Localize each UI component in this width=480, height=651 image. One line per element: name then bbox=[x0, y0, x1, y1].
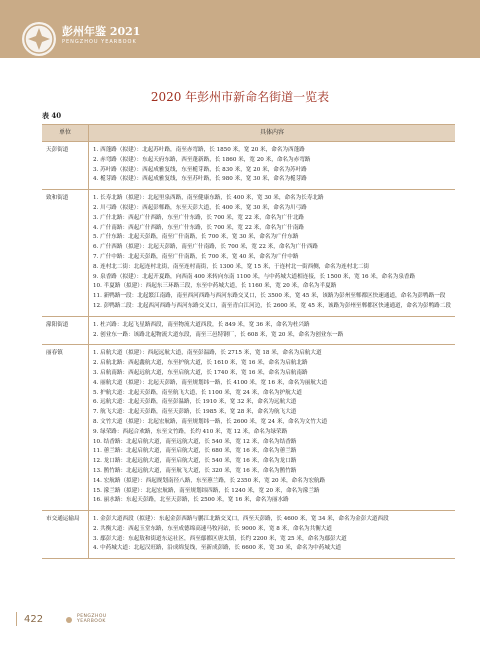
table-header-row bbox=[42, 125, 455, 142]
content-line: 16. 丽水路：东起天彭路，北至天彭路，长 2500 米，宽 16 米，命名为丽水路 bbox=[93, 497, 289, 504]
content-line: 7. 航飞大道：北起天彭路，南至天彭路，长 1985 米，宽 28 米，命名为航飞大道 bbox=[93, 409, 297, 416]
table-cell-content bbox=[89, 190, 456, 317]
content-line: 4. 中药城大道：北起汉旺路，沿成绵复线，至新成彭路，长 6600 米，宽 30 米，命名为中药城大道 bbox=[93, 545, 342, 552]
content-line: 2. 创业东一路：该路北起物流大道东段，南至三邑特钢厂，长 608 米，宽 20 米，命名为创业东一路 bbox=[93, 331, 344, 338]
content-line: 11. 新鸭路一段：北起繁江南路，南至西河西路与西河东路交叉口，长 3500 米，宽 45 米，该路为彭州至郫都区快速通道，命名为彭鸭路一段 bbox=[93, 293, 446, 300]
yearbook-seal-icon bbox=[22, 22, 56, 56]
content-line: 3. 鄢彭大道：东起敖和街道东运社区，西至鄢都区唐太镇，长约 2200 米，宽 25 米，命名为鄢彭大道 bbox=[93, 535, 347, 542]
table-cell-content bbox=[89, 511, 456, 559]
content-line: 2. 启航北路：西起鑫航大道，东至护航大道，长 1610 米，宽 16 米，命名为启航北路 bbox=[93, 360, 308, 367]
content-line: 2. 赤弯路（拟建）：东起天府东路，西至蓬新路，长 1860 米，宽 20 米，命名为赤弯路 bbox=[93, 156, 311, 163]
table-cell-content bbox=[89, 345, 456, 511]
content-line: 13. 鹊竹路：北起远航大道，南至航飞大道，长 320 米，宽 16 米，命名为鹊竹路 bbox=[93, 467, 297, 474]
content-line: 4. 栀芽路（拟建）：西起成雅复线，东至苏叶路，长 980 米，宽 30 米，命名为栀芽路 bbox=[93, 176, 307, 183]
yearbook-title: 彭州年鉴 2021 bbox=[62, 25, 141, 38]
table-body bbox=[42, 142, 455, 559]
content-line: 8. 连村北二街：北起连村北街，南至连村南街，长 1300 米，宽 15 米，于连村北一街西侧，命名为连村北二街 bbox=[93, 263, 370, 270]
content-line: 1. 长寿北路（拟建）：北起里泉西路，南至健康东路，长 400 米，宽 30 米，命名为长寿北路 bbox=[93, 195, 324, 202]
content-line: 10. 结香路：北起启航大道，南至远航大道，长 540 米，宽 12 米，命名为结香路 bbox=[93, 438, 297, 445]
content-line: 3. 广什北路：西起广什西路，东至广什东路，长 700 米，宽 22 米，命名为广什北路 bbox=[93, 214, 305, 221]
content-line: 3. 苏叶路（拟建）：西起成雅复线，东至栀芽路，长 830 米，宽 20 米，命名为苏叶路 bbox=[93, 166, 307, 173]
content-line: 6. 广什西路（拟建）：北起天彭路，南至广什南路，长 700 米，宽 22 米，命名为广什西路 bbox=[93, 244, 319, 251]
footer-brand bbox=[77, 614, 107, 624]
table-row bbox=[42, 142, 455, 190]
footer-brand-line1: PENGZHOU bbox=[77, 614, 107, 619]
table-row bbox=[42, 345, 455, 511]
footer-divider bbox=[16, 612, 17, 626]
table-label: 表 40 bbox=[42, 111, 62, 120]
content-line: 4. 广什南路：西起广什西路，东至广什东路，长 700 米，宽 22 米，命名为广什南路 bbox=[93, 224, 305, 231]
content-line: 9. 泉香路（拟建）：北起开夏路，向西南 400 米转向东南 1100 米，与中药城大道相连接，长 1500 米，宽 16 米，命名为泉香路 bbox=[93, 273, 416, 280]
content-line: 7. 广什中路：北起天彭路，南至广什南路，长 700 米，宽 40 米，命名为广什中路 bbox=[93, 253, 299, 260]
page-number: 422 bbox=[24, 614, 44, 625]
content-line: 6. 远航大道：北起天彭路，南至彭温路，长 1910 米，宽 32 米，命名为远航大道 bbox=[93, 399, 297, 406]
content-line: 8. 文竹大道（拟建）：北起宏航路，南至规划纬一路，长 2600 米，宽 24 米，命名为文竹大道 bbox=[93, 418, 328, 425]
table-cell-unit: 致和街道 bbox=[42, 190, 89, 317]
table-cell-content bbox=[89, 316, 456, 345]
table-cell-unit: 丽春镇 bbox=[42, 345, 89, 511]
content-line: 10. 半夏路（拟建）：西起东三环路三段，东至中药城大道，长 1160 米，宽 20 米，命名为半夏路 bbox=[93, 283, 337, 290]
content-line: 5. 护航大道：北起天彭路，南至航飞大道，长 1100 米，宽 24 米，命名为护航大道 bbox=[93, 389, 302, 396]
table-row bbox=[42, 190, 455, 317]
table-row bbox=[42, 316, 455, 345]
content-line: 15. 濛兰路（拟建）：北起宏航路，南至规划纬四路，长 1240 米，宽 20 米，命名为濛兰路 bbox=[93, 487, 320, 494]
content-line: 12. 彭鸭路二段：北起西河西路与西河东路交叉口，南至青白江河边，长 2600 米，宽 45 米，该路为彭州至郫都区快速通道，命名为彭鸭路二段 bbox=[93, 302, 451, 309]
column-header-content: 具体内容 bbox=[89, 125, 456, 142]
table-cell-unit: 濛阳街道 bbox=[42, 316, 89, 345]
content-line: 1. 金彭大道西段（拟建）：东起金彭西路与鹏江北路交叉口，西至天彭路，长 4600 米，宽 34 米，命名为金彭大道西段 bbox=[93, 516, 389, 523]
footer-ornament-icon bbox=[66, 617, 72, 623]
content-line: 4. 丽航大道（拟建）：北起天彭路，南至规划纬一路，长 4100 米，宽 16 米，命名为丽航大道 bbox=[93, 379, 328, 386]
content-line: 2. 川弓路（拟建）：西起彭郫路，东至天彭大道，长 400 米，宽 30 米，命名为川弓路 bbox=[93, 204, 307, 211]
content-line: 9. 绿荣路：西起合欢路，东至文竹路，长约 410 米，宽 12 米，命名为绿荣路 bbox=[93, 428, 288, 435]
content-line: 11. 蕙兰路：北起启航大道，南至启航大道，长 680 米，宽 16 米，命名为蕙兰路 bbox=[93, 448, 297, 455]
content-line: 14. 宏航路（拟建）：西起规划南径八路，东至蕙兰路，长 2350 米，宽 20 米，命名为宏航路 bbox=[93, 477, 326, 484]
yearbook-subtitle: PENGZHOU YEARBOOK bbox=[62, 39, 137, 45]
content-line: 1. 启航大道（拟建）：西起远航大道，南至彭温路，长 2715 米，宽 18 米，命名为启航大道 bbox=[93, 350, 322, 357]
content-line: 2. 共衡大道：西起玉堂东路，东至成德绵高速马牧河站，长 9000 米，宽 8 米，命名为共衡大道 bbox=[93, 525, 332, 532]
table-cell-unit: 市交通运输局 bbox=[42, 511, 89, 559]
street-naming-table bbox=[42, 124, 455, 559]
page-title: 2020 年彭州市新命名街道一览表 bbox=[150, 90, 330, 104]
table-cell-unit: 天彭街道 bbox=[42, 142, 89, 190]
content-line: 12. 龙口路：北起远航大道，南至启航大道，长 540 米，宽 16 米，命名为龙口路 bbox=[93, 458, 297, 465]
content-line: 1. 西蓬路（拟建）：北起苏叶路，南至赤弯路，长 1850 米，宽 20 米，命名为西蓬路 bbox=[93, 147, 305, 153]
table-row bbox=[42, 511, 455, 559]
content-line: 5. 广什东路：北起天彭路，南至广什南路，长 700 米，宽 30 米，命名为广什东路 bbox=[93, 234, 299, 241]
column-header-unit: 单位 bbox=[42, 125, 89, 142]
table-cell-content bbox=[89, 142, 456, 190]
footer-brand-line2: YEARBOOK bbox=[77, 619, 106, 624]
content-line: 3. 启航南路：西起远航大道，东至启航大道，长 1740 米，宽 16 米，命名为启航南路 bbox=[93, 369, 308, 376]
content-line: 1. 杜兴路：北起飞星路西段，南至物流大道西段，长 849 米，宽 36 米，命名为杜兴路 bbox=[93, 321, 310, 328]
